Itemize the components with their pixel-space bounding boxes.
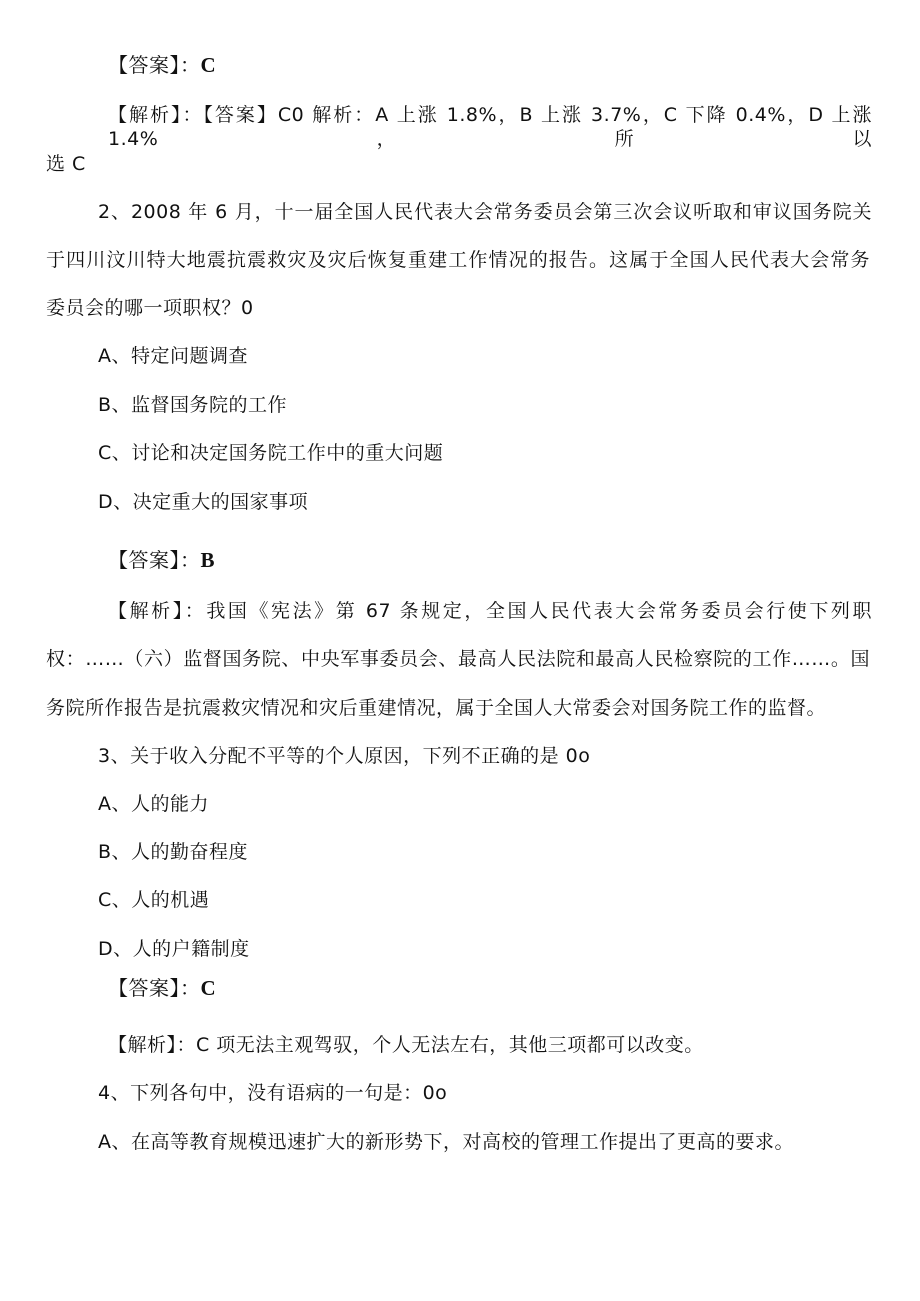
- q2-explanation-line-1: 【解析】：我国《宪法》第 67 条规定，全国人民代表大会常务委员会行使下列职: [108, 600, 872, 622]
- q2-option-a: A、特定问题调查: [98, 345, 248, 367]
- q2-option-b: B、监督国务院的工作: [98, 394, 288, 416]
- q2-stem-line-3: 委员会的哪一项职权？0: [46, 297, 254, 319]
- q3-answer: [108, 976, 216, 1000]
- q2-stem-line-2: 于四川汶川特大地震抗震救灾及灾后恢复重建工作情况的报告。这属于全国人民代表大会常务: [46, 249, 870, 271]
- q3-option-d: D、人的户籍制度: [98, 938, 250, 960]
- q3-option-c: C、人的机遇: [98, 889, 210, 911]
- q1-explanation-line-1: 【解析】：【答案】C0 解析：A 上涨 1.8%，B 上涨 3.7%，C 下降 0.4%，D 上涨 1.4%，所以: [108, 104, 872, 150]
- q4-option-a: A、在高等教育规模迅速扩大的新形势下，对高校的管理工作提出了更高的要求。: [98, 1131, 794, 1153]
- q2-answer-label: 【答案】：: [108, 548, 201, 572]
- q2-explanation-line-3: 务院所作报告是抗震救灾情况和灾后重建情况，属于全国人大常委会对国务院工作的监督。: [46, 697, 827, 719]
- q2-option-d: D、决定重大的国家事项: [98, 491, 309, 513]
- q1-answer-value: C: [200, 53, 217, 77]
- q3-answer-label: 【答案】：: [108, 976, 201, 1000]
- q3-answer-value: C: [200, 976, 217, 1000]
- q3-explanation-line-1: 【解析】：C 项无法主观驾驭，个人无法左右，其他三项都可以改变。: [108, 1034, 704, 1056]
- q3-option-b: B、人的勤奋程度: [98, 841, 249, 863]
- q4-stem-line-1: 4、下列各句中，没有语病的一句是：0o: [98, 1082, 448, 1104]
- q2-answer-value: B: [200, 548, 216, 572]
- q3-option-a: A、人的能力: [98, 793, 209, 815]
- q2-option-c: C、讨论和决定国务院工作中的重大问题: [98, 442, 444, 464]
- q1-answer-label: 【答案】：: [108, 53, 201, 77]
- q1-answer: [108, 53, 216, 77]
- q2-stem-line-1: 2、2008 年 6 月，十一届全国人民代表大会常务委员会第三次会议听取和审议国务院关: [98, 201, 872, 223]
- q2-answer: [108, 548, 215, 572]
- q3-stem-line-1: 3、关于收入分配不平等的个人原因，下列不正确的是 0o: [98, 745, 591, 767]
- q2-explanation-line-2: 权：……（六）监督国务院、中央军事委员会、最高人民法院和最高人民检察院的工作……。国: [46, 648, 870, 670]
- q1-explanation-line-2: 选 C: [46, 153, 86, 175]
